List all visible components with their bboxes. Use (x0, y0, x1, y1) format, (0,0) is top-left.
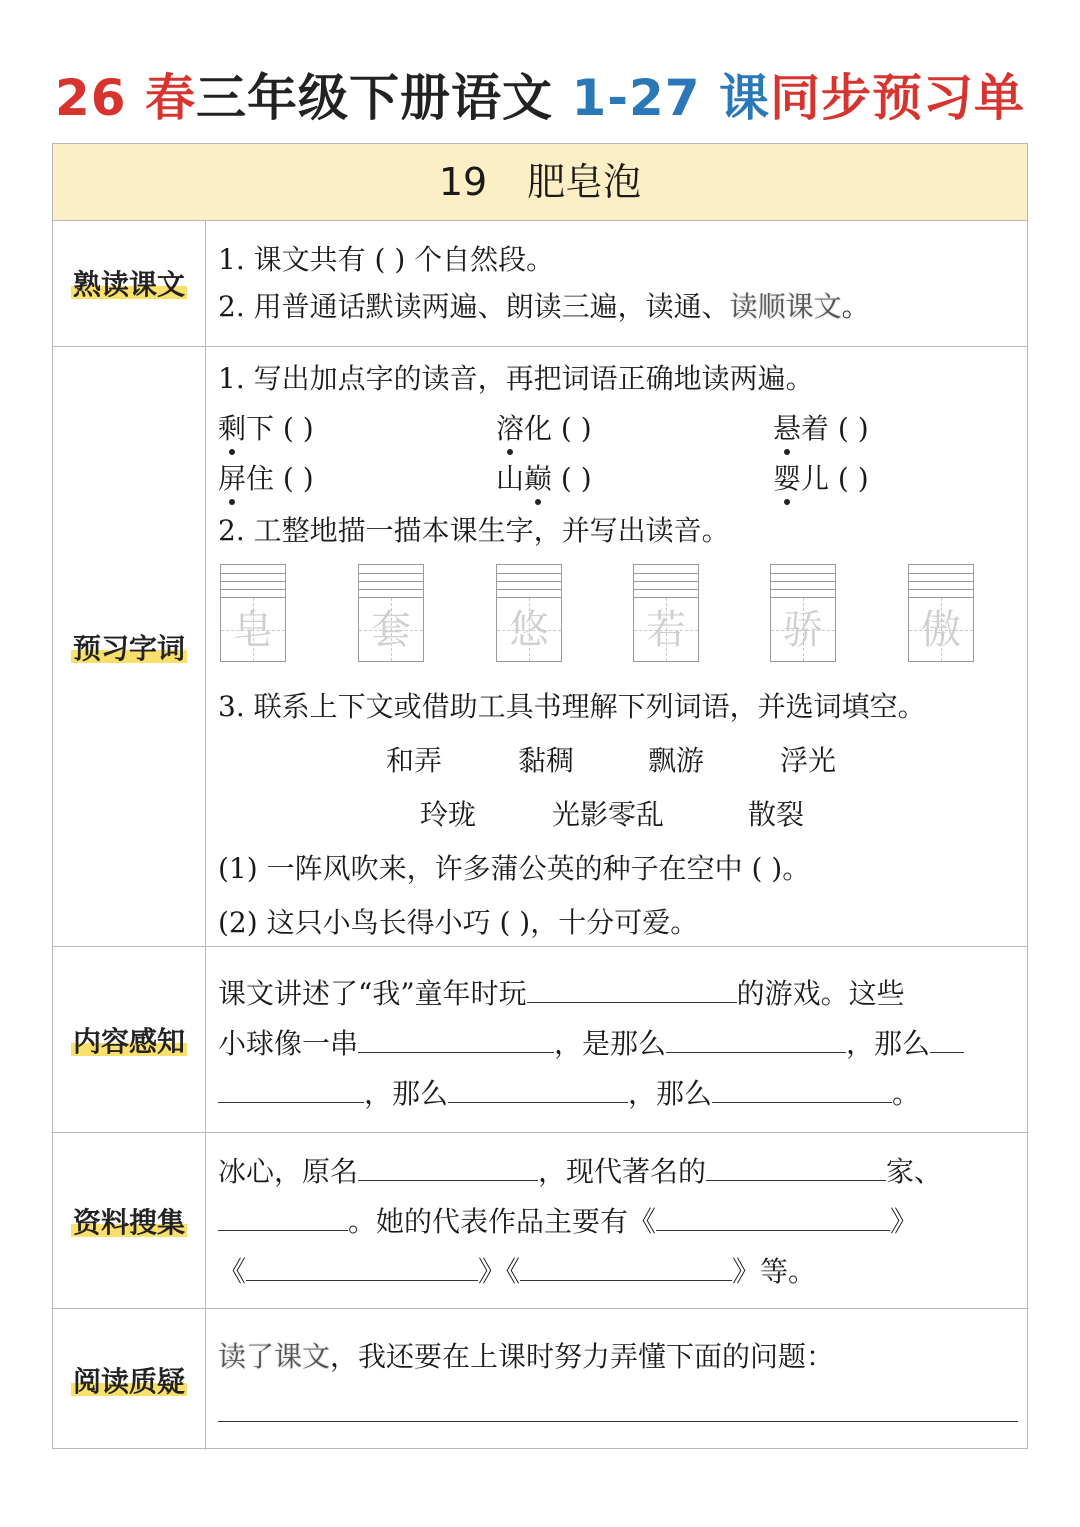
pinyin-item: 溶化 ( ) (496, 409, 592, 449)
word-option: 散裂 (748, 798, 805, 831)
section-label: 内容感知 (53, 947, 206, 1132)
section-reading (53, 220, 1027, 347)
reading-q2: 2. 用普通话默读两遍、朗读三遍，读通、读顺课文。 (218, 290, 870, 323)
answer-blank[interactable] (520, 1250, 732, 1281)
pinyin-item: 屏住 ( ) (218, 459, 314, 499)
section-question (53, 1309, 1027, 1450)
section-label: 阅读质疑 (53, 1309, 206, 1450)
pinyin-item: 剩下 ( ) (218, 409, 314, 449)
title-part3: 1-27 课 (571, 69, 770, 127)
question-line: 读了课文，我还要在上课时努力弄懂下面的问题： (218, 1340, 835, 1373)
material-line: 冰心，原名 ，现代著名的 家、 (218, 1150, 942, 1192)
answer-blank[interactable] (706, 1150, 886, 1181)
title-part2: 三年级下册语文 (196, 69, 554, 127)
vocab-q3: 3. 联系上下文或借助工具书理解下列词语，并选词填空。 (218, 690, 926, 723)
reading-q1: 1. 课文共有 ( ) 个自然段。 (218, 243, 555, 276)
answer-blank[interactable] (930, 1022, 964, 1053)
content-line: 课文讲述了“我”童年时玩 的游戏。这些 (218, 972, 905, 1014)
vocab-q1: 1. 写出加点字的读音，再把词语正确地读两遍。 (218, 362, 814, 395)
answer-blank[interactable] (527, 972, 737, 1003)
writing-grid[interactable]: 套 (358, 564, 424, 662)
content-line: ，那么 ，那么 。 (218, 1072, 920, 1114)
word-option: 玲珑 (420, 798, 477, 831)
answer-line[interactable] (218, 1421, 1018, 1422)
answer-blank[interactable] (358, 1022, 554, 1053)
title-part4: 同步预习单 (769, 69, 1025, 127)
lesson-name: 肥皂泡 (527, 160, 642, 204)
section-label: 资料搜集 (53, 1133, 206, 1308)
word-option: 飘游 (648, 744, 705, 777)
page-title (0, 58, 1080, 130)
answer-blank[interactable] (218, 1200, 348, 1231)
writing-grid[interactable]: 骄 (770, 564, 836, 662)
answer-blank[interactable] (246, 1250, 478, 1281)
pinyin-item: 悬着 ( ) (773, 409, 869, 449)
section-content (53, 947, 1027, 1133)
word-option: 浮光 (780, 744, 837, 777)
material-line: 。她的代表作品主要有《 》 (218, 1200, 918, 1242)
lesson-number: 19 (438, 160, 488, 204)
writing-grid[interactable]: 若 (633, 564, 699, 662)
content-line: 小球像一串 ，是那么 ，那么 (218, 1022, 964, 1064)
pinyin-item: 婴儿 ( ) (773, 459, 869, 499)
answer-blank[interactable] (666, 1022, 846, 1053)
vocab-q2: 2. 工整地描一描本课生字，并写出读音。 (218, 514, 730, 547)
fill-blank-1[interactable]: (1) 一阵风吹来，许多蒲公英的种子在空中 ( )。 (218, 852, 811, 885)
answer-blank[interactable] (712, 1072, 892, 1103)
pinyin-item: 山巅 ( ) (496, 459, 592, 499)
writing-grid[interactable]: 傲 (908, 564, 974, 662)
word-option: 黏稠 (518, 744, 575, 777)
answer-blank[interactable] (656, 1200, 890, 1231)
answer-blank[interactable] (448, 1072, 628, 1103)
writing-grid[interactable]: 皂 (220, 564, 286, 662)
section-label: 预习字词 (53, 347, 206, 946)
answer-blank[interactable] (218, 1072, 364, 1103)
writing-grid[interactable]: 悠 (496, 564, 562, 662)
fill-blank-2[interactable]: (2) 这只小鸟长得小巧 ( )，十分可爱。 (218, 906, 699, 939)
title-part1: 26 春 (55, 69, 197, 127)
lesson-header (53, 144, 1027, 221)
worksheet-table (52, 143, 1028, 1449)
word-option: 和弄 (386, 744, 443, 777)
section-vocab (53, 347, 1027, 947)
answer-blank[interactable] (358, 1150, 538, 1181)
word-option: 光影零乱 (552, 798, 665, 831)
section-label: 熟读课文 (53, 220, 206, 346)
section-material (53, 1133, 1027, 1309)
material-line: 《 》《 》等。 (218, 1250, 816, 1292)
